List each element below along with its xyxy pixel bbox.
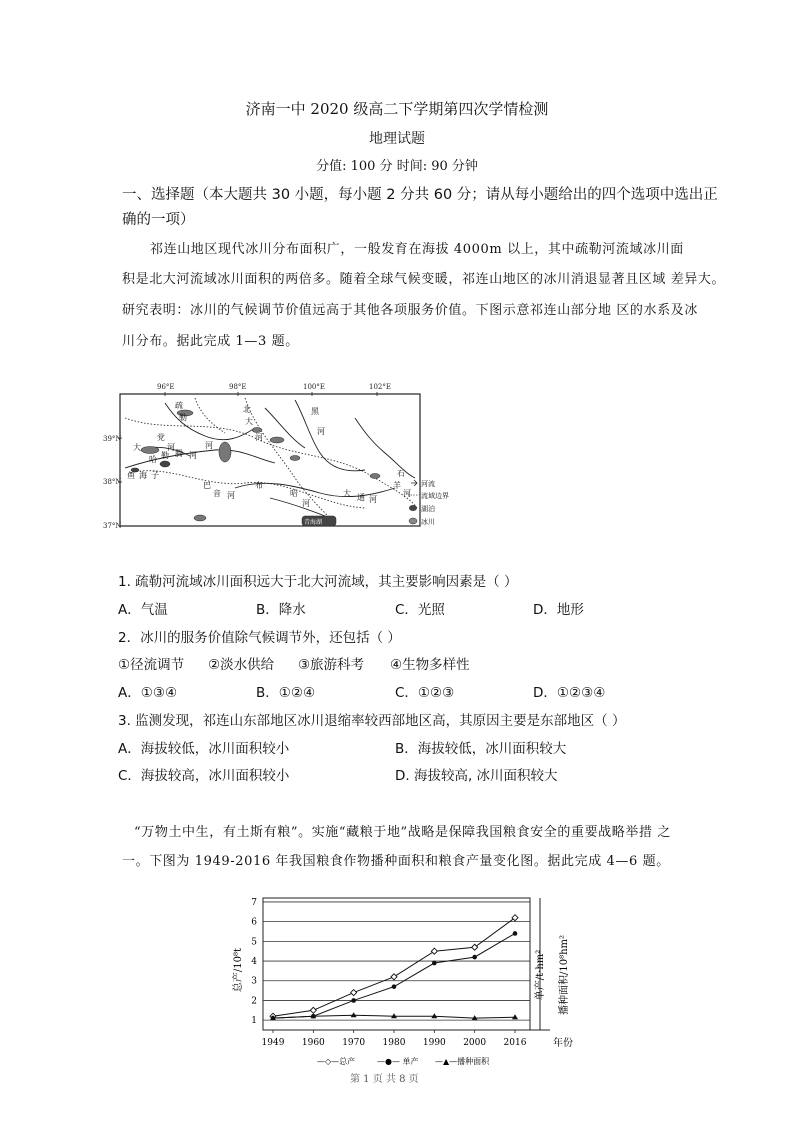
place-char: 青海湖 [304, 519, 323, 526]
place-char: 河 [227, 491, 235, 500]
section-heading-cont: 确的一项） [122, 212, 195, 228]
x-tick-label: 1960 [301, 1038, 325, 1048]
data-point-单产 [513, 931, 518, 936]
place-char: 石 [397, 469, 405, 478]
place-char: 河 [205, 441, 213, 450]
data-point-总产 [431, 948, 437, 954]
exam-title: 济南一中 2020 级高二下学期第四次学情检测 [245, 100, 549, 118]
series-line-总产 [273, 918, 515, 1017]
x-tick-label: 1990 [422, 1038, 446, 1048]
data-point-总产 [391, 974, 397, 980]
place-char: 鱼 [127, 471, 135, 480]
lon-label: 98°E [229, 383, 247, 391]
y-tick-label: 6 [251, 917, 257, 928]
glacier-patch [290, 456, 300, 461]
place-char: 大 [245, 417, 253, 426]
data-point-单产 [472, 955, 477, 960]
y-tick-label: 4 [251, 957, 257, 968]
place-char: 疏 [175, 401, 183, 410]
subject-title: 地理试题 [369, 131, 425, 147]
glacier-patch [270, 437, 284, 443]
glacier-patch [219, 442, 231, 462]
place-char: 羊 [393, 481, 401, 490]
place-char: 大 [343, 489, 351, 498]
place-char: 大 [133, 443, 141, 452]
question-2-stem: 2．冰川的服务价值除气候调节外，还包括（ ） [118, 630, 401, 646]
x-tick-label: 1949 [261, 1038, 285, 1048]
q2-option-c[interactable]: C．①②③ [395, 685, 455, 701]
q2-option-b[interactable]: B．①②④ [256, 685, 316, 701]
legend-glacier-icon [409, 518, 417, 524]
y-tick-label: 2 [251, 996, 257, 1007]
place-char: 党 [157, 433, 165, 442]
q1-option-c[interactable]: C．光照 [395, 602, 445, 618]
q2-item: ③旅游科考 [298, 657, 365, 673]
place-char: 通 [357, 493, 365, 502]
q3-option-d[interactable]: D. 海拔较高, 冰川面积较大 [395, 768, 558, 784]
place-char: 河 [167, 443, 175, 452]
place-char: 河 [403, 489, 411, 498]
y-axis-label-right: 播种面积/10⁸hm² [559, 934, 570, 1016]
q1-option-b[interactable]: B．降水 [256, 602, 306, 618]
score-time: 分值: 100 分 时间: 90 分钟 [316, 159, 478, 174]
passage1-line: 川分布。据此完成 1—3 题。 [122, 334, 299, 349]
data-point-单产 [432, 961, 437, 966]
data-point-单产 [392, 984, 397, 989]
place-char: 巴 [203, 481, 211, 490]
legend-item: —▲—播种面积 [435, 1057, 490, 1066]
y-tick-label: 5 [251, 937, 257, 948]
passage1-line: 研究表明：冰川的气候调节价值远高于其他各项服务价值。下图示意祁连山部分地 区的水系及冰 [122, 303, 698, 318]
q3-option-b[interactable]: B．海拔较低，冰川面积较大 [395, 741, 567, 757]
place-char: 河 [255, 433, 263, 442]
data-point-单产 [351, 998, 356, 1003]
legend-item: —●— 单产 [377, 1057, 419, 1066]
y-axis-label-left: 总产/10⁸t [233, 947, 244, 993]
y-tick-label: 3 [251, 976, 257, 987]
passage2-line: 一。下图为 1949-2016 年我国粮食作物播种面积和粮食产量变化图。据此完成 4—6 题。 [122, 854, 670, 869]
place-char: 勒 [179, 413, 187, 422]
data-point-播种面积 [512, 1014, 518, 1019]
place-char: 哈 [290, 489, 298, 498]
q1-option-d[interactable]: D．地形 [533, 602, 584, 618]
glacier-patch [370, 474, 380, 479]
legend-glacier: 冰川 [421, 518, 435, 526]
question-1-stem: 1. 疏勒河流域冰川面积远大于北大河流域，其主要影响因素是（ ） [118, 574, 518, 590]
q2-item: ①径流调节 [118, 657, 185, 673]
glacier-patch [252, 428, 262, 433]
glacier-patch [141, 447, 159, 454]
plot-frame [263, 898, 530, 1030]
q2-item: ④生物多样性 [390, 657, 470, 673]
data-point-播种面积 [351, 1012, 357, 1017]
passage1-line: 积是北大河流域冰川面积的两倍多。随着全球气候变暖，祁连山地区的冰川消退显著且区域 差异大。 [122, 272, 726, 287]
place-char: 河 [369, 495, 377, 504]
legend-river: 河流 [421, 480, 435, 488]
legend-boundary: 流域边界 [421, 492, 449, 500]
lake-patch [160, 461, 170, 467]
y-axis-label-mid: 单产/t·hm² [535, 949, 546, 1001]
place-char: 腾 [175, 449, 183, 458]
lon-label: 100°E [303, 383, 325, 391]
grain-chart [225, 890, 580, 1080]
lat-label: 39°N [103, 435, 122, 443]
glacier-patch [194, 515, 206, 521]
legend-lake-icon [409, 505, 417, 511]
x-tick-label: 1980 [382, 1038, 406, 1048]
place-char: 黑 [311, 407, 319, 416]
place-char: 勒 [161, 451, 169, 460]
legend-lake: 湖泊 [421, 505, 435, 513]
page-footer: 第 1 页 共 8 页 [350, 1074, 419, 1085]
place-char: 子 [151, 471, 159, 480]
passage2-line: “万物土中生，有土斯有粮”。实施“藏粮于地”战略是保障我国粮食安全的重要战略举措 之 [134, 825, 671, 840]
place-char: 河 [302, 499, 310, 508]
section-heading: 一、选择题（本大题共 30 小题，每小题 2 分共 60 分；请从每小题给出的四个选项中选出正 [122, 187, 718, 203]
x-tick-label: 2016 [503, 1038, 527, 1048]
x-tick-label: 1970 [342, 1038, 366, 1048]
q2-item: ②淡水供给 [208, 657, 275, 673]
q1-option-a[interactable]: A．气温 [118, 602, 168, 618]
x-axis-label: 年份 [553, 1038, 573, 1049]
q2-option-d[interactable]: D．①②③④ [533, 685, 606, 701]
place-char: 哈 [149, 455, 157, 464]
y-tick-label: 1 [251, 1016, 257, 1027]
data-point-总产 [310, 1007, 316, 1013]
place-char: 河 [189, 451, 197, 460]
y-tick-label: 7 [251, 897, 257, 908]
legend-item: —◇—总产 [317, 1057, 356, 1066]
x-tick-label: 2000 [463, 1038, 487, 1048]
lon-label: 102°E [369, 383, 391, 391]
lat-label: 37°N [103, 522, 122, 530]
q2-option-a[interactable]: A．①③④ [118, 685, 178, 701]
passage1-line: 祁连山地区现代冰川分布面积广，一般发育在海拔 4000m 以上，其中疏勒河流域冰川面 [150, 242, 684, 257]
place-char: 北 [243, 405, 251, 414]
place-char: 海 [139, 471, 147, 480]
place-char: 河 [317, 427, 325, 436]
place-char: 布 [255, 481, 263, 490]
place-char: 音 [213, 489, 221, 498]
q3-option-a[interactable]: A．海拔较低，冰川面积较小 [118, 741, 290, 757]
lat-label: 38°N [103, 478, 122, 486]
data-point-总产 [351, 990, 357, 996]
question-3-stem: 3. 监测发现，祁连山东部地区冰川退缩率较西部地区高，其原因主要是东部地区（ ） [118, 713, 626, 729]
qilian-map [105, 378, 450, 533]
lon-label: 96°E [157, 383, 175, 391]
q3-option-c[interactable]: C．海拔较高，冰川面积较小 [118, 768, 290, 784]
